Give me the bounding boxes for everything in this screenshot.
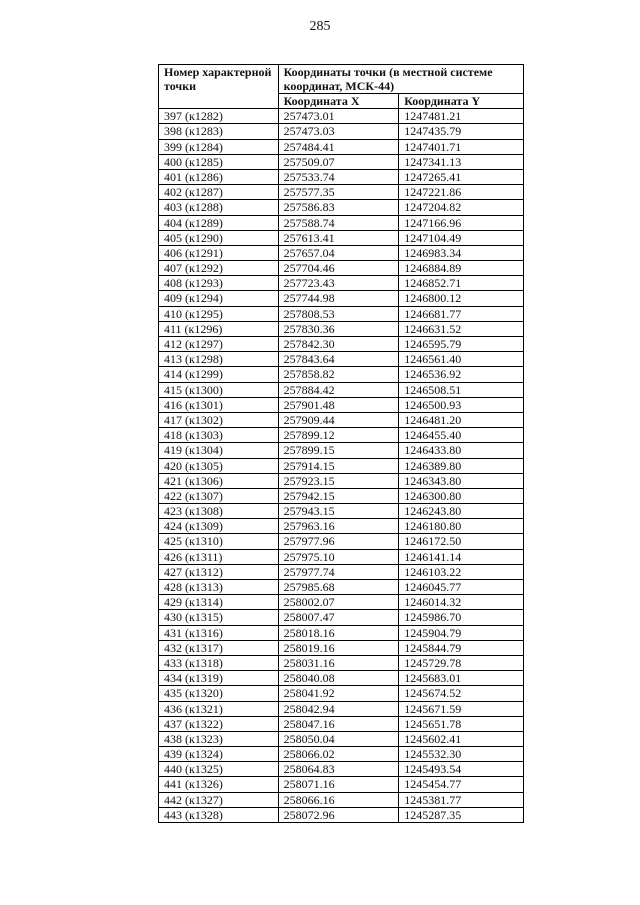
point-number-cell: 425 (к1310) (159, 534, 279, 549)
coordinate-y-cell: 1246631.52 (399, 321, 524, 336)
coordinate-y-cell: 1246561.40 (399, 352, 524, 367)
table-row (159, 230, 524, 245)
point-number-cell: 402 (к1287) (159, 185, 279, 200)
table-row (159, 109, 524, 124)
coordinate-x-cell: 258066.02 (278, 747, 399, 762)
point-number-cell: 412 (к1297) (159, 337, 279, 352)
point-number-cell: 426 (к1311) (159, 549, 279, 564)
point-number-cell: 403 (к1288) (159, 200, 279, 215)
point-number-cell: 429 (к1314) (159, 595, 279, 610)
coordinate-x-cell: 258066.16 (278, 792, 399, 807)
coordinate-x-cell: 257975.10 (278, 549, 399, 564)
coordinate-y-cell: 1246852.71 (399, 276, 524, 291)
table-row (159, 154, 524, 169)
coordinate-x-cell: 258007.47 (278, 610, 399, 625)
table-row (159, 367, 524, 382)
coordinate-y-cell: 1247166.96 (399, 215, 524, 230)
coordinate-y-cell: 1247341.13 (399, 154, 524, 169)
table-row (159, 337, 524, 352)
coordinate-y-cell: 1246500.93 (399, 397, 524, 412)
coordinate-y-cell: 1245729.78 (399, 655, 524, 670)
coordinate-y-cell: 1245381.77 (399, 792, 524, 807)
coordinate-y-cell: 1245904.79 (399, 625, 524, 640)
coordinate-y-cell: 1247204.82 (399, 200, 524, 215)
coordinate-x-cell: 257977.74 (278, 564, 399, 579)
coordinate-y-cell: 1245532.30 (399, 747, 524, 762)
coordinate-x-cell: 257858.82 (278, 367, 399, 382)
table-row (159, 807, 524, 822)
point-number-cell: 419 (к1304) (159, 443, 279, 458)
point-number-cell: 442 (к1327) (159, 792, 279, 807)
table-row (159, 458, 524, 473)
table-row (159, 352, 524, 367)
point-number-cell: 397 (к1282) (159, 109, 279, 124)
point-number-cell: 428 (к1313) (159, 580, 279, 595)
point-number-cell: 432 (к1317) (159, 640, 279, 655)
coordinate-x-cell: 258047.16 (278, 716, 399, 731)
point-number-cell: 420 (к1305) (159, 458, 279, 473)
point-number-cell: 443 (к1328) (159, 807, 279, 822)
coordinate-x-cell: 257842.30 (278, 337, 399, 352)
table-row (159, 731, 524, 746)
coordinate-x-cell: 257942.15 (278, 488, 399, 503)
coordinate-x-cell: 257943.15 (278, 504, 399, 519)
coordinate-x-cell: 258064.83 (278, 762, 399, 777)
coordinate-x-cell: 257533.74 (278, 169, 399, 184)
table-row (159, 580, 524, 595)
table-row (159, 671, 524, 686)
table-row (159, 762, 524, 777)
coordinate-y-cell: 1245651.78 (399, 716, 524, 731)
coordinate-y-cell: 1246300.80 (399, 488, 524, 503)
coordinate-y-cell: 1245683.01 (399, 671, 524, 686)
coordinate-x-cell: 257484.41 (278, 139, 399, 154)
coordinate-x-cell: 257509.07 (278, 154, 399, 169)
point-number-cell: 434 (к1319) (159, 671, 279, 686)
point-number-cell: 421 (к1306) (159, 473, 279, 488)
table-row (159, 549, 524, 564)
coordinate-y-cell: 1246014.32 (399, 595, 524, 610)
point-number-cell: 417 (к1302) (159, 412, 279, 427)
coordinate-x-cell: 257899.12 (278, 428, 399, 443)
coordinate-x-cell: 257588.74 (278, 215, 399, 230)
point-number-cell: 427 (к1312) (159, 564, 279, 579)
table-row (159, 595, 524, 610)
table-row (159, 564, 524, 579)
table-body (159, 109, 524, 823)
table-row (159, 686, 524, 701)
header-coordinates: Координаты точки (в местной системе координат, МСК-44) (278, 65, 523, 94)
point-number-cell: 409 (к1294) (159, 291, 279, 306)
table-row (159, 291, 524, 306)
coordinate-y-cell: 1246536.92 (399, 367, 524, 382)
point-number-cell: 423 (к1308) (159, 504, 279, 519)
coordinate-x-cell: 258072.96 (278, 807, 399, 822)
coordinate-x-cell: 258031.16 (278, 655, 399, 670)
coordinate-y-cell: 1246343.80 (399, 473, 524, 488)
coordinate-x-cell: 258041.92 (278, 686, 399, 701)
point-number-cell: 435 (к1320) (159, 686, 279, 701)
coordinate-x-cell: 257657.04 (278, 245, 399, 260)
table-row (159, 519, 524, 534)
coordinate-y-cell: 1245493.54 (399, 762, 524, 777)
point-number-cell: 410 (к1295) (159, 306, 279, 321)
coordinate-x-cell: 257613.41 (278, 230, 399, 245)
point-number-cell: 439 (к1324) (159, 747, 279, 762)
table-row (159, 716, 524, 731)
table-row (159, 245, 524, 260)
table-row (159, 473, 524, 488)
point-number-cell: 405 (к1290) (159, 230, 279, 245)
table-row (159, 382, 524, 397)
table-row (159, 655, 524, 670)
coordinate-x-cell: 257909.44 (278, 412, 399, 427)
table-row (159, 443, 524, 458)
point-number-cell: 414 (к1299) (159, 367, 279, 382)
coordinate-y-cell: 1246508.51 (399, 382, 524, 397)
table-row (159, 412, 524, 427)
table-row (159, 200, 524, 215)
table-row (159, 215, 524, 230)
coordinate-y-cell: 1245602.41 (399, 731, 524, 746)
point-number-cell: 413 (к1298) (159, 352, 279, 367)
point-number-cell: 418 (к1303) (159, 428, 279, 443)
coordinate-x-cell: 257914.15 (278, 458, 399, 473)
coordinate-x-cell: 257985.68 (278, 580, 399, 595)
table-row (159, 397, 524, 412)
table-row (159, 625, 524, 640)
point-number-cell: 416 (к1301) (159, 397, 279, 412)
coordinate-x-cell: 257899.15 (278, 443, 399, 458)
point-number-cell: 441 (к1326) (159, 777, 279, 792)
coordinate-x-cell: 257723.43 (278, 276, 399, 291)
table-row (159, 185, 524, 200)
coordinate-y-cell: 1245844.79 (399, 640, 524, 655)
point-number-cell: 433 (к1318) (159, 655, 279, 670)
point-number-cell: 407 (к1292) (159, 261, 279, 276)
coordinate-y-cell: 1246141.14 (399, 549, 524, 564)
point-number-cell: 404 (к1289) (159, 215, 279, 230)
table-row (159, 428, 524, 443)
coordinate-x-cell: 257473.01 (278, 109, 399, 124)
coordinate-x-cell: 257843.64 (278, 352, 399, 367)
point-number-cell: 415 (к1300) (159, 382, 279, 397)
coordinate-y-cell: 1245986.70 (399, 610, 524, 625)
point-number-cell: 431 (к1316) (159, 625, 279, 640)
point-number-cell: 408 (к1293) (159, 276, 279, 291)
coordinate-y-cell: 1246433.80 (399, 443, 524, 458)
coordinate-y-cell: 1245287.35 (399, 807, 524, 822)
point-number-cell: 437 (к1322) (159, 716, 279, 731)
coordinate-x-cell: 257901.48 (278, 397, 399, 412)
table-row (159, 747, 524, 762)
coordinate-y-cell: 1247481.21 (399, 109, 524, 124)
point-number-cell: 440 (к1325) (159, 762, 279, 777)
coordinate-y-cell: 1246172.50 (399, 534, 524, 549)
coordinate-x-cell: 257744.98 (278, 291, 399, 306)
coordinate-x-cell: 257923.15 (278, 473, 399, 488)
coordinate-x-cell: 257808.53 (278, 306, 399, 321)
coordinate-x-cell: 257884.42 (278, 382, 399, 397)
table-row (159, 777, 524, 792)
point-number-cell: 424 (к1309) (159, 519, 279, 534)
coordinate-x-cell: 257704.46 (278, 261, 399, 276)
point-number-cell: 436 (к1321) (159, 701, 279, 716)
coordinate-y-cell: 1246389.80 (399, 458, 524, 473)
coordinate-x-cell: 258040.08 (278, 671, 399, 686)
table-row (159, 640, 524, 655)
table-row (159, 701, 524, 716)
coordinate-y-cell: 1247104.49 (399, 230, 524, 245)
coordinate-x-cell: 257586.83 (278, 200, 399, 215)
point-number-cell: 438 (к1323) (159, 731, 279, 746)
coordinate-x-cell: 258002.07 (278, 595, 399, 610)
coordinate-y-cell: 1247265.41 (399, 169, 524, 184)
point-number-cell: 398 (к1283) (159, 124, 279, 139)
point-number-cell: 401 (к1286) (159, 169, 279, 184)
coordinate-x-cell: 258042.94 (278, 701, 399, 716)
coordinate-y-cell: 1246681.77 (399, 306, 524, 321)
coordinate-y-cell: 1246243.80 (399, 504, 524, 519)
coordinate-x-cell: 257577.35 (278, 185, 399, 200)
point-number-cell: 406 (к1291) (159, 245, 279, 260)
table-row (159, 321, 524, 336)
coordinate-x-cell: 257830.36 (278, 321, 399, 336)
header-x: Координата X (278, 94, 399, 109)
point-number-cell: 422 (к1307) (159, 488, 279, 503)
coordinate-y-cell: 1246595.79 (399, 337, 524, 352)
table-row (159, 124, 524, 139)
header-y: Координата Y (399, 94, 524, 109)
coordinate-x-cell: 257473.03 (278, 124, 399, 139)
table-row (159, 169, 524, 184)
coordinate-x-cell: 258018.16 (278, 625, 399, 640)
point-number-cell: 399 (к1284) (159, 139, 279, 154)
coordinate-y-cell: 1246884.89 (399, 261, 524, 276)
table-row (159, 261, 524, 276)
coordinate-y-cell: 1246045.77 (399, 580, 524, 595)
table-row (159, 276, 524, 291)
coordinate-x-cell: 258050.04 (278, 731, 399, 746)
coordinate-x-cell: 257963.16 (278, 519, 399, 534)
coordinate-y-cell: 1246983.34 (399, 245, 524, 260)
coordinate-x-cell: 257977.96 (278, 534, 399, 549)
table-row (159, 610, 524, 625)
table-row (159, 139, 524, 154)
coordinate-y-cell: 1246481.20 (399, 412, 524, 427)
point-number-cell: 411 (к1296) (159, 321, 279, 336)
coordinate-y-cell: 1245454.77 (399, 777, 524, 792)
coordinate-y-cell: 1246800.12 (399, 291, 524, 306)
table-row (159, 534, 524, 549)
point-number-cell: 430 (к1315) (159, 610, 279, 625)
point-number-cell: 400 (к1285) (159, 154, 279, 169)
coordinate-y-cell: 1245674.52 (399, 686, 524, 701)
coordinate-y-cell: 1245671.59 (399, 701, 524, 716)
coordinate-y-cell: 1247435.79 (399, 124, 524, 139)
page-number: 285 (309, 19, 331, 34)
coordinate-y-cell: 1247401.71 (399, 139, 524, 154)
coordinate-x-cell: 258071.16 (278, 777, 399, 792)
table-row (159, 306, 524, 321)
coordinate-x-cell: 258019.16 (278, 640, 399, 655)
coordinate-y-cell: 1246455.40 (399, 428, 524, 443)
header-point-number: Номер характерной точки (159, 65, 279, 109)
coordinate-y-cell: 1246180.80 (399, 519, 524, 534)
coordinate-y-cell: 1246103.22 (399, 564, 524, 579)
table-row (159, 792, 524, 807)
coordinates-table (158, 64, 524, 823)
table-row (159, 504, 524, 519)
table-row (159, 488, 524, 503)
coordinate-y-cell: 1247221.86 (399, 185, 524, 200)
